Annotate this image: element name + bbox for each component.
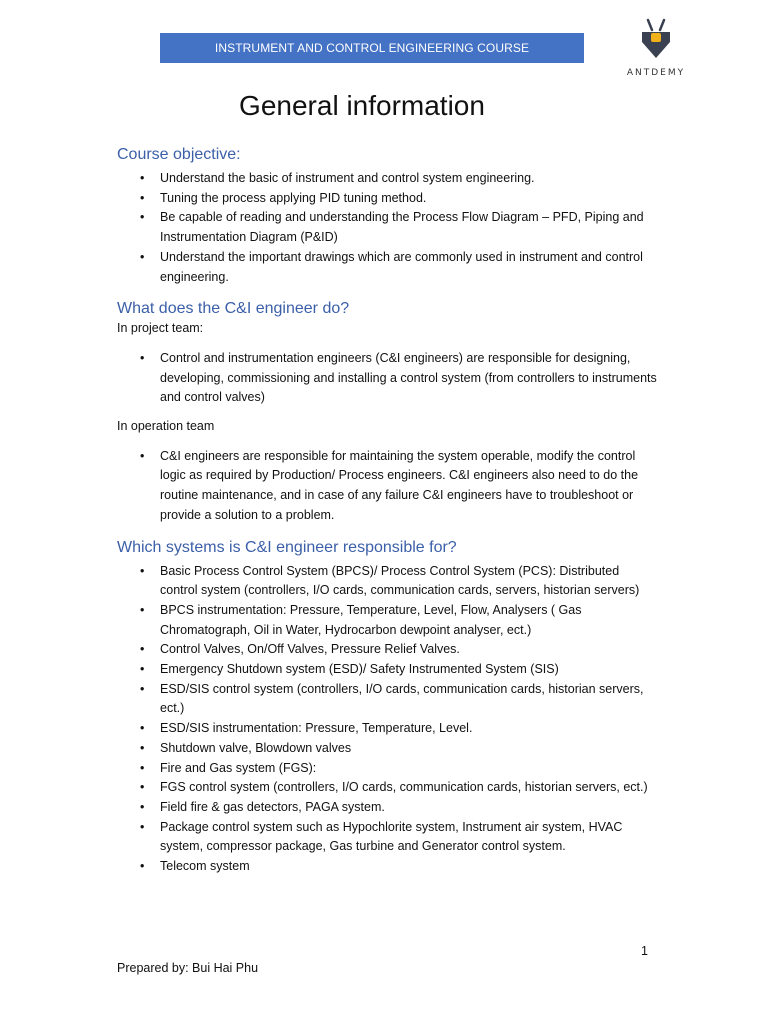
list-item: • Tuning the process applying PID tuning method.: [160, 189, 657, 209]
list-item: • Understand the important drawings which are commonly used in instrument and control engineering.: [160, 248, 657, 287]
course-banner: INSTRUMENT AND CONTROL ENGINEERING COURSE: [160, 33, 584, 63]
page-number: 1: [641, 944, 648, 958]
systems-list: [117, 562, 657, 877]
antdemy-logo: [622, 18, 690, 82]
operation-team-list: [117, 447, 657, 526]
list-item: • Control and instrumentation engineers (C&I engineers) are responsible for designing, developing, commissioning and installing a control system (from controllers to instruments and control valves): [160, 349, 657, 408]
list-item: • Telecom system: [160, 857, 657, 877]
page-title: General information: [239, 90, 485, 121]
list-item: • Shutdown valve, Blowdown valves: [160, 739, 657, 759]
operation-team-label: In operation team: [117, 419, 215, 434]
list-item: • ESD/SIS control system (controllers, I/O cards, communication cards, historian servers, ect.): [160, 680, 657, 719]
list-item: • ESD/SIS instrumentation: Pressure, Temperature, Level.: [160, 719, 657, 739]
list-item: • Fire and Gas system (FGS):: [160, 759, 657, 779]
document-body: [117, 145, 657, 877]
prepared-by: Prepared by: Bui Hai Phu: [117, 961, 259, 975]
project-team-list: [117, 349, 657, 408]
list-item: • Emergency Shutdown system (ESD)/ Safety Instrumented System (SIS): [160, 660, 657, 680]
section-heading-systems: Which systems is C&I engineer responsible for?: [117, 538, 457, 556]
ant-icon: [636, 18, 676, 66]
section-heading-objective: Course objective:: [117, 146, 241, 163]
list-item: • Field fire & gas detectors, PAGA system.: [160, 798, 657, 818]
list-item: • Understand the basic of instrument and control system engineering.: [160, 169, 657, 189]
list-item: • Package control system such as Hypochlorite system, Instrument air system, HVAC system, compressor package, Gas turbine and Generator control system.: [160, 818, 657, 857]
list-item: • FGS control system (controllers, I/O cards, communication cards, historian servers, ect.): [160, 778, 657, 798]
logo-text: ANTDEMY: [626, 68, 686, 78]
list-item: • Control Valves, On/Off Valves, Pressure Relief Valves.: [160, 640, 657, 660]
list-item: • BPCS instrumentation: Pressure, Temperature, Level, Flow, Analysers ( Gas Chromatograph, Oil in Water, Hydrocarbon dewpoint analyser, ect.): [160, 601, 657, 640]
objective-list: [117, 169, 657, 287]
list-item: • Be capable of reading and understanding the Process Flow Diagram – PFD, Piping and Instrumentation Diagram (P&ID): [160, 208, 657, 247]
list-item: • C&I engineers are responsible for maintaining the system operable, modify the control logic as required by Production/ Process engineers. C&I engineers also need to do the routine maintenance, and in case of any failure C&I engineers have to troubleshoot or provide a solution to a problem.: [160, 447, 657, 526]
project-team-label: In project team:: [117, 321, 204, 336]
section-heading-role: What does the C&I engineer do?: [117, 300, 350, 318]
list-item: • Basic Process Control System (BPCS)/ Process Control System (PCS): Distributed control system (controllers, I/O cards, communication cards, servers, historian servers): [160, 562, 657, 601]
